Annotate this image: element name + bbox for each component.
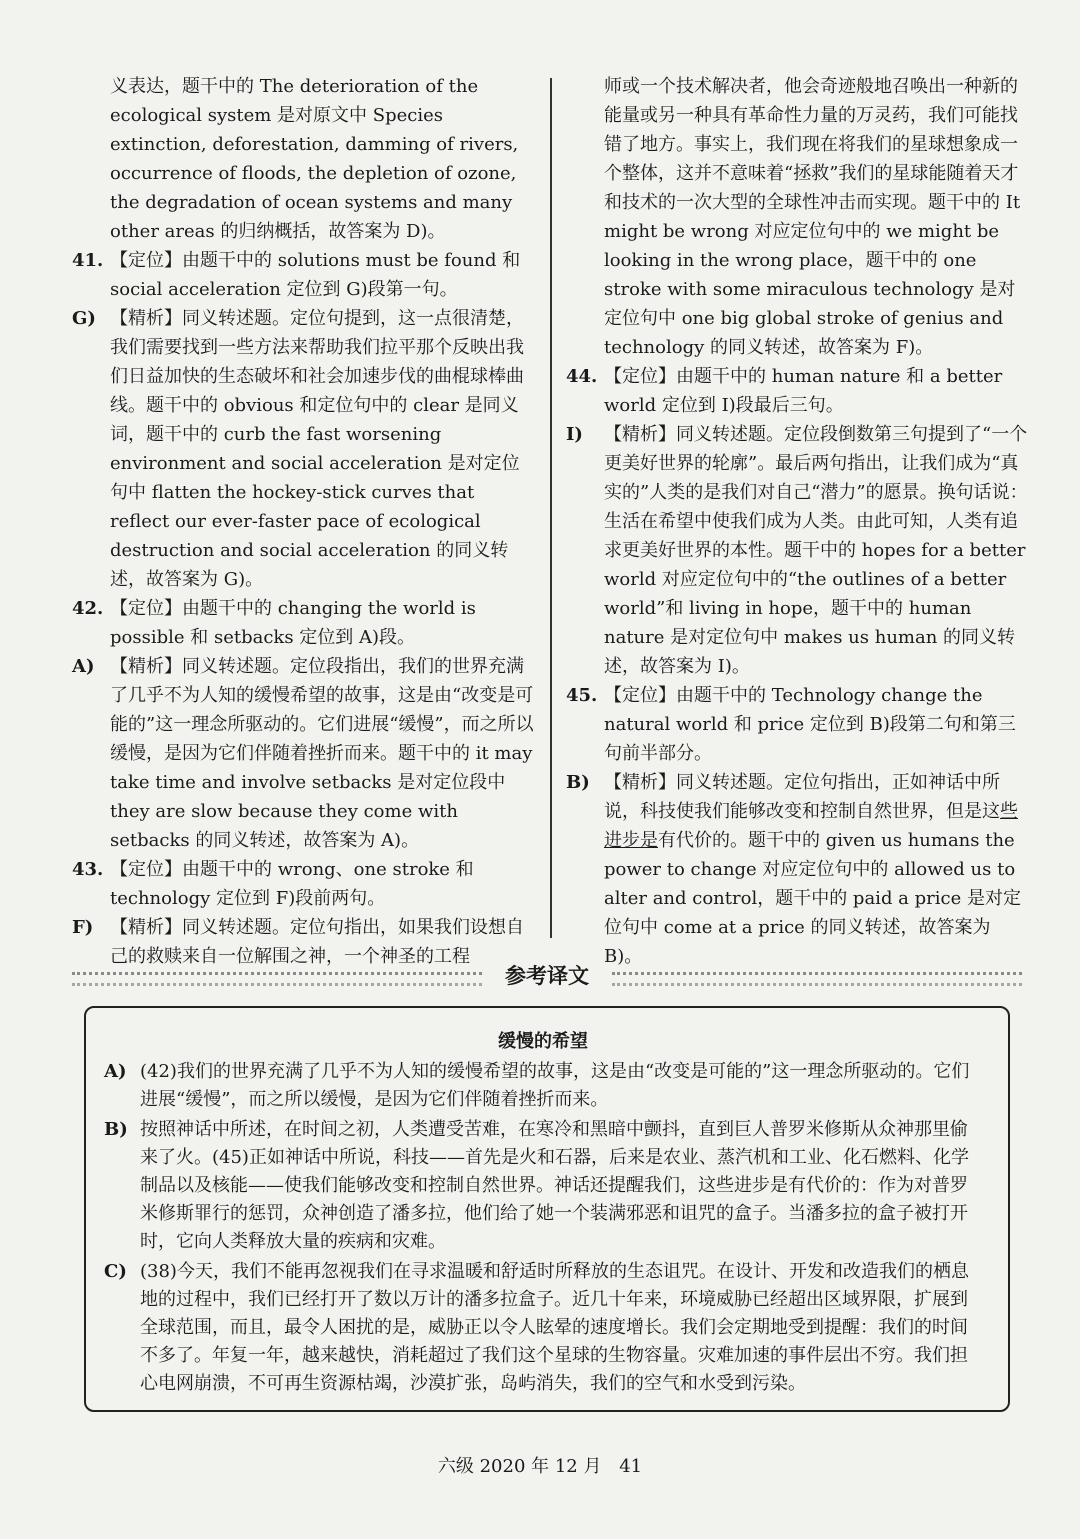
item-text: 【精析】同义转述题。定位段指出，我们的世界充满了几乎不为人知的缓慢希望的故事，这是由“改变是可能的”这一理念所驱动的。它们进展“缓慢”，而之所以缓慢，是因为它们伴随着挫折而来。题干中的 it may take time and involve setbacks 是对定位段中 they are slow because they come with setbacks 的同义转述，故答案为 A)。 xyxy=(110,656,534,851)
item-number: G) xyxy=(72,308,96,329)
section-header xyxy=(72,958,1022,992)
item-number: B) xyxy=(566,772,590,793)
section-title: 参考译文 xyxy=(505,963,589,988)
answer-item xyxy=(72,652,534,855)
item-text: 师或一个技术解决者，他会奇迹般地召唤出一种新的能量或另一种具有革命性力量的万灵药，我们可能找错了地方。事实上，我们现在将我们的星球想象成一个整体，这并不意味着“拯救”我们的星球能随着天才和技术的一次大型的全球性冲击而实现。题干中的 It might be wrong 对应定位句中的 we might be looking in the wrong place，题干中的 one stroke with some miraculous technology 是对定位句中 one big global stroke of genius and technology 的同义转述，故答案为 F)。 xyxy=(604,76,1021,358)
answer-item xyxy=(566,420,1028,681)
right-column xyxy=(566,72,1028,971)
column-divider xyxy=(550,78,552,938)
item-text-part: 有代价的。题干中的 given us humans the power to change 对应定位句中的 allowed us to alter and control，题干中的 paid a price 是对定位句中 come at a price 的同义转述，故答案为 B)。 xyxy=(604,830,1021,967)
item-text: 【定位】由题干中的 solutions must be found 和 social acceleration 定位到 G)段第一句。 xyxy=(110,250,521,300)
answer-item xyxy=(72,855,534,913)
item-number: F) xyxy=(72,917,94,938)
paragraph-label: B) xyxy=(104,1119,128,1140)
translation-paragraph xyxy=(104,1116,982,1256)
item-text: 【定位】由题干中的 wrong、one stroke 和 technology 定位到 F)段前两句。 xyxy=(110,859,474,909)
answer-item xyxy=(72,72,534,246)
item-number: A) xyxy=(72,656,95,677)
answer-item xyxy=(72,246,534,304)
paragraph-text: (38)今天，我们不能再忽视我们在寻求温暖和舒适时所释放的生态诅咒。在设计、开发和改造我们的栖息地的过程中，我们已经打开了数以万计的潘多拉盒子。近几十年来，环境威胁已经超出区域界限，扩展到全球范围，而且，最令人困扰的是，威胁正以令人眩晕的速度增长。我们会定期地受到提醒：我们的时间不多了。年复一年，越来越快，消耗超过了我们这个星球的生物容量。灾难加速的事件层出不穷。我们担心电网崩溃，不可再生资源枯竭，沙漠扩张，岛屿消失，我们的空气和水受到污染。 xyxy=(140,1261,969,1394)
paragraph-text: (42)我们的世界充满了几乎不为人知的缓慢希望的故事，这是由“改变是可能的”这一理念所驱动的。它们进展“缓慢”，而之所以缓慢，是因为它们伴随着挫折而来。 xyxy=(140,1061,970,1110)
item-text xyxy=(604,772,1021,967)
handwritten-underline: 些进步是 xyxy=(604,801,1018,851)
item-text: 【定位】由题干中的 human nature 和 a better world 定位到 I)段最后三句。 xyxy=(604,366,1003,416)
translation-paragraph xyxy=(104,1258,982,1398)
answer-item xyxy=(566,681,1028,768)
page-number: 41 xyxy=(619,1456,643,1477)
decorative-divider xyxy=(612,972,1022,986)
item-number: 41. xyxy=(72,250,104,271)
item-text: 义表达，题干中的 The deterioration of the ecological system 是对原文中 Species extinction, deforestation, damming of rivers, occurrence of floods, the depletion of ozone, the degradation of ocean systems and many other areas 的归纳概括，故答案为 D)。 xyxy=(110,76,519,242)
answer-item xyxy=(72,304,534,594)
item-text: 【精析】同义转述题。定位段倒数第三句提到了“一个更美好世界的轮廓”。最后两句指出，让我们成为“真实的”人类的是我们对自己“潜力”的愿景。换句话说：生活在希望中使我们成为人类。由此可知，人类有追求更美好世界的本性。题干中的 hopes for a better world 对应定位句中的“the outlines of a better world”和 living in hope，题干中的 human nature 是对定位句中 makes us human 的同义转述，故答案为 I)。 xyxy=(604,424,1028,677)
item-number: 43. xyxy=(72,859,104,880)
item-number: 44. xyxy=(566,366,598,387)
page-footer xyxy=(0,1452,1080,1478)
paragraph-text: 按照神话中所述，在时间之初，人类遭受苦难，在寒冷和黑暗中颤抖，直到巨人普罗米修斯从众神那里偷来了火。(45)正如神话中所说，科技——首先是火和石器，后来是农业、蒸汽机和工业、化石燃料、化学制品以及核能——使我们能够改变和控制自然世界。神话还提醒我们，这些进步是有代价的：作为对普罗米修斯罪行的惩罚，众神创造了潘多拉，他们给了她一个装满邪恶和诅咒的盒子。当潘多拉的盒子被打开时，它向人类释放大量的疾病和灾难。 xyxy=(140,1119,969,1252)
answer-item xyxy=(72,594,534,652)
answer-item xyxy=(566,362,1028,420)
item-text: 【精析】同义转述题。定位句指出，如果我们设想自己的救赎来自一位解围之神，一个神圣的工程 xyxy=(110,917,524,967)
item-number: 45. xyxy=(566,685,598,706)
left-column xyxy=(72,72,534,971)
paragraph-label: A) xyxy=(104,1061,127,1082)
answer-item xyxy=(566,768,1028,971)
item-text: 【定位】由题干中的 changing the world is possible 和 setbacks 定位到 A)段。 xyxy=(110,598,476,648)
answer-item xyxy=(566,72,1028,362)
paragraph-label: C) xyxy=(104,1261,127,1282)
item-text: 【定位】由题干中的 Technology change the natural world 和 price 定位到 B)段第二句和第三句前半部分。 xyxy=(604,685,1016,764)
translation-title: 缓慢的希望 xyxy=(498,1031,588,1052)
item-text: 【精析】同义转述题。定位句提到，这一点很清楚，我们需要找到一些方法来帮助我们拉平那个反映出我们日益加快的生态破坏和社会加速步伐的曲棍球棒曲线。题干中的 obvious 和定位句中的 clear 是同义词，题干中的 curb the fast worsening environment and social acceleration 是对定位句中 flatten the hockey-stick curves that reflect our ever-faster pace of ecological destruction and social acceleration 的同义转述，故答案为 G)。 xyxy=(110,308,524,590)
item-number: 42. xyxy=(72,598,104,619)
translation-paragraph xyxy=(104,1058,982,1114)
item-number: I) xyxy=(566,424,583,445)
item-text-part: 【精析】同义转述题。定位句指出，正如神话中所说，科技使我们能够改变和控制自然世界，但是这 xyxy=(604,772,1000,822)
translation-box xyxy=(84,1006,1010,1412)
footer-label: 六级 2020 年 12 月 xyxy=(437,1456,602,1477)
